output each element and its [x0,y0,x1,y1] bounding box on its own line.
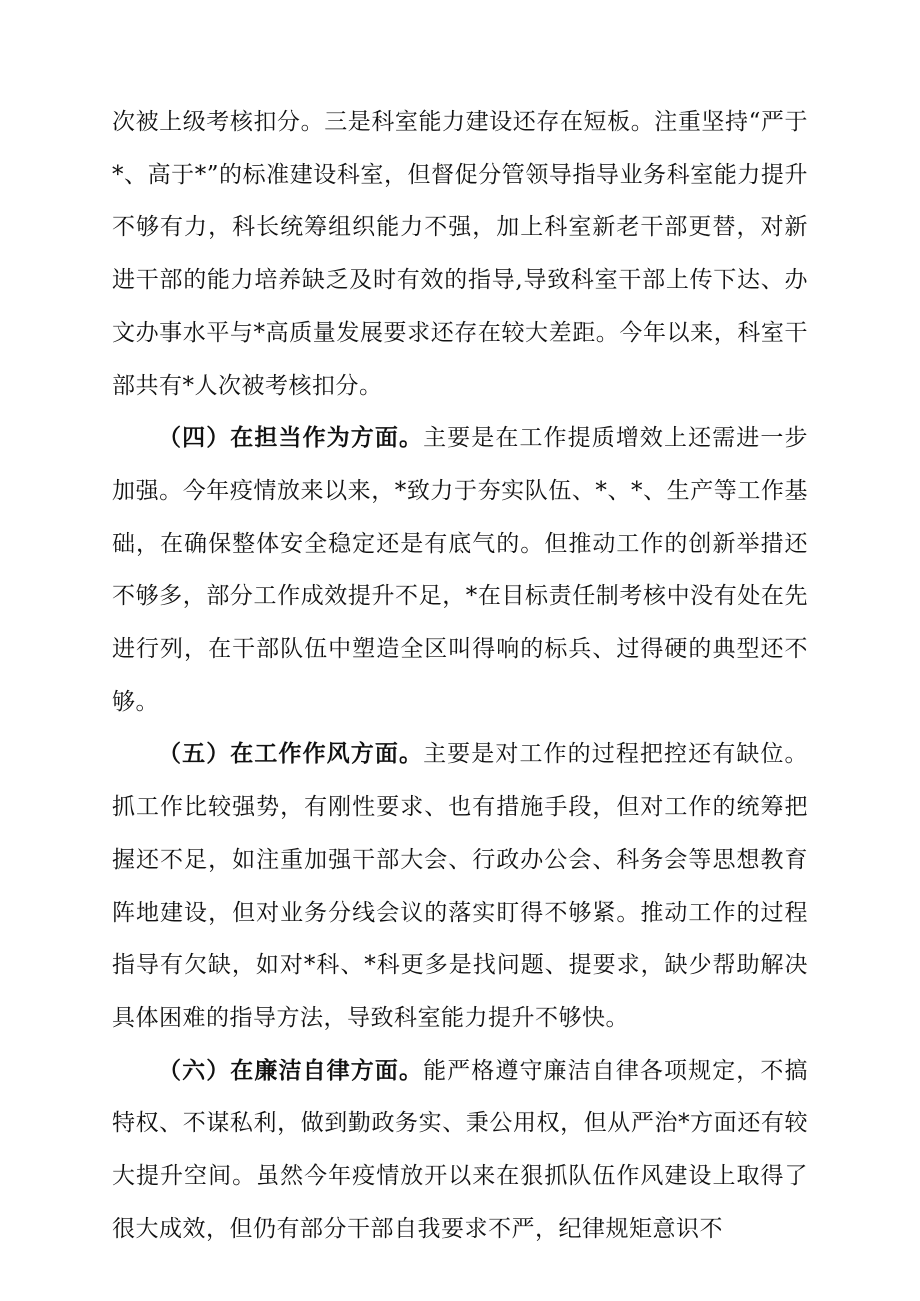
paragraph-2-heading: （四）在担当作为方面。 [158,425,424,452]
paragraph-2 [112,412,808,728]
paragraph-4-text: 能严格遵守廉洁自律各项规定，不搞特权、不谋私利，做到勤政务实、秉公用权，但从严治*方面还有较大提升空间。虽然今年疫情放开以来在狠抓队伍作风建设上取得了很大成效，但仍有部分干部自我要求不严，纪律规矩意识不 [112,1057,809,1242]
paragraph-3-text: 主要是对工作的过程把控还有缺位。抓工作比较强势，有刚性要求、也有措施手段，但对工作的统筹把握还不足，如注重加强干部大会、行政办公会、科务会等思想教育阵地建设，但对业务分线会议的落实盯得不够紧。推动工作的过程指导有欠缺，如对*科、*科更多是找问题、提要求，缺少帮助解决具体困难的指导方法，导致科室能力提升不够快。 [112,741,809,1031]
paragraph-4-heading: （六）在廉洁自律方面。 [158,1057,424,1084]
paragraph-4 [112,1045,808,1256]
paragraph-2-text: 主要是在工作提质增效上还需进一步加强。今年疫情放来以来，*致力于夯实队伍、*、*、生产等工作基础，在确保整体安全稳定还是有底气的。但推动工作的创新举措还不够多，部分工作成效提升不足，*在目标责任制考核中没有处在先进行列，在干部队伍中塑造全区叫得响的标兵、过得硬的典型还不够。 [112,425,809,715]
paragraph-1-text: 次被上级考核扣分。三是科室能力建设还存在短板。注重坚持“严于*、高于*”的标准建设科室，但督促分管领导指导业务科室能力提升不够有力，科长统筹组织能力不强，加上科室新老干部更替，对新进干部的能力培养缺乏及时有效的指导,导致科室干部上传下达、办文办事水平与*高质量发展要求还存在较大差距。今年以来，科室干部共有*人次被考核扣分。 [112,109,808,399]
paragraph-1 [112,96,808,412]
paragraph-3-heading: （五）在工作作风方面。 [158,741,424,768]
paragraph-3 [112,728,808,1044]
